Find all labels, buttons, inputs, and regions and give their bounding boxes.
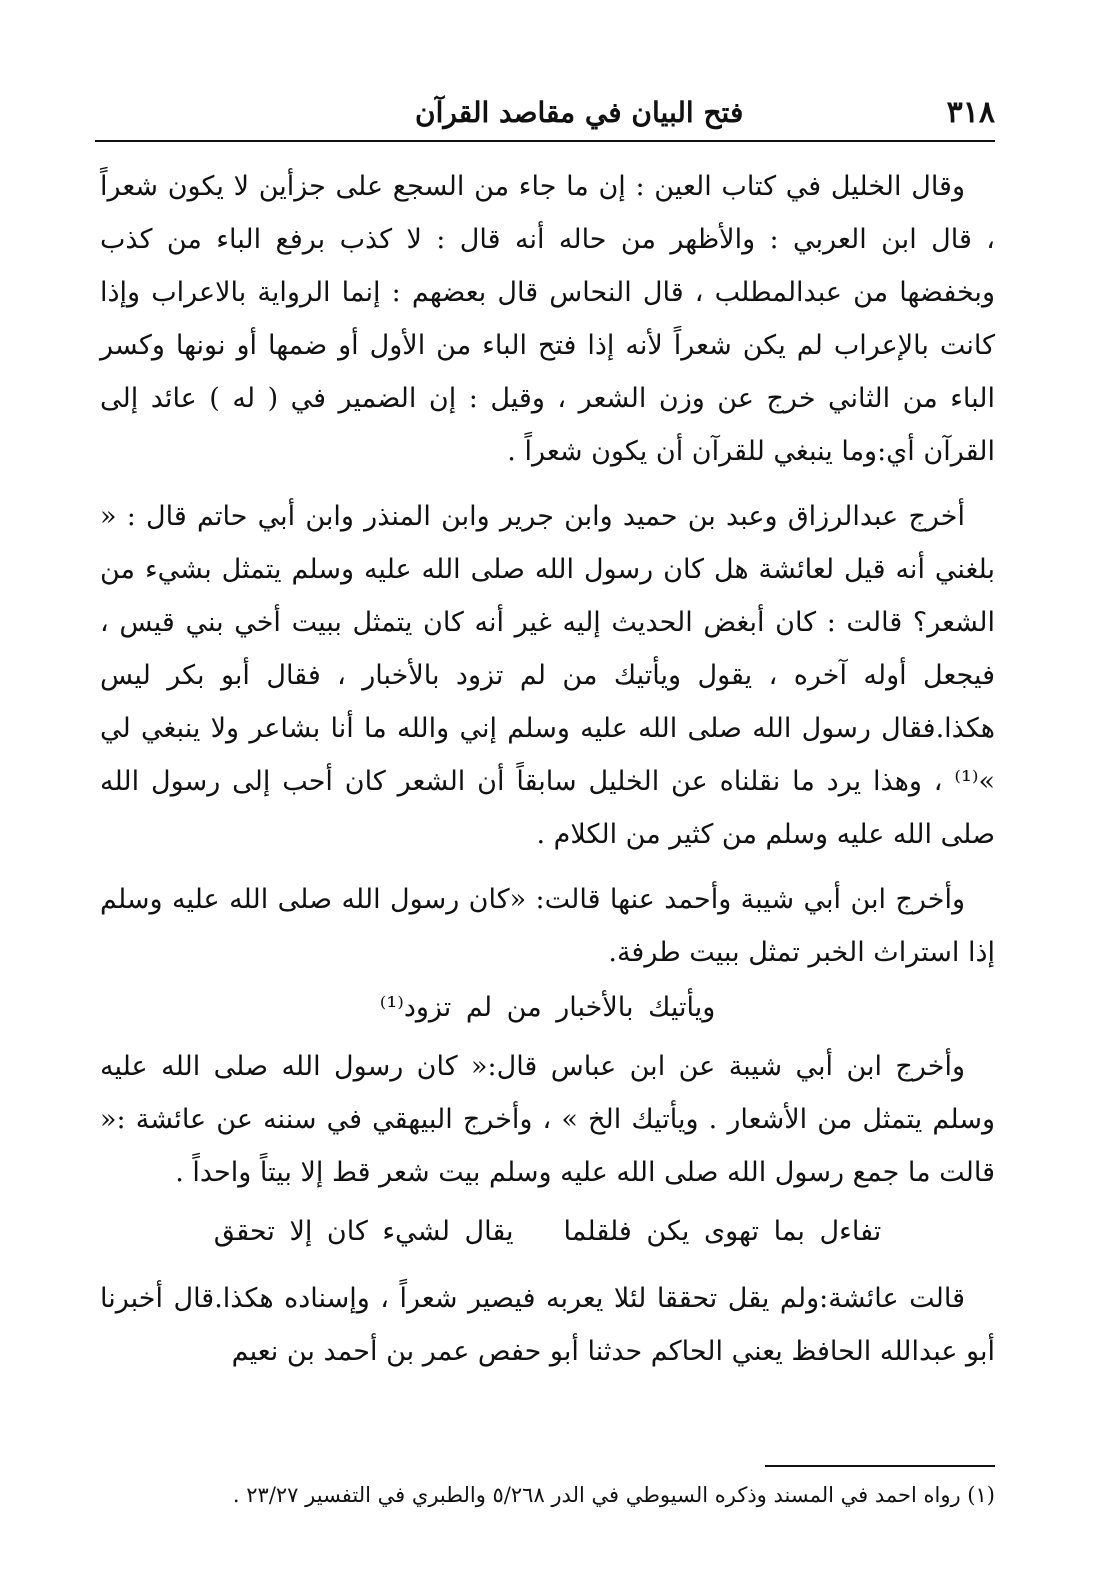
verse-line: ويأتيك بالأخبار من لم تزود⁽¹⁾: [379, 992, 716, 1023]
running-title: فتح البيان في مقاصد القرآن: [415, 95, 744, 129]
paragraph-khalil: وقال الخليل في كتاب العين : إن ما جاء من السجع على جزأين لا يكون شعراً ، قال ابن العربي : والأظهر من حاله أنه قال : لا كذب برفع الباء من كذب وبخفضها من عبدالمطلب ، قال النحاس قال بعضهم : إنما الرواية بالاعراب وإذا كانت بالإعراب لم يكن شعراً لأنه إذا فتح الباء من الأول أو ضمها أو نونها وكسر الباء من الثاني خرج عن وزن الشعر ، وقيل : إن الضمير في ( له ) عائد إلى القرآن أي:وما ينبغي للقرآن أن يكون شعراً .: [100, 171, 995, 467]
footnote: (١) رواه احمد في المسند وذكره السيوطي في الدر ٥/٢٦٨ والطبري في التفسير ٢٣/٢٧ .: [232, 1483, 995, 1507]
paragraph-aisha: قالت عائشة:ولم يقل تحققا لئلا يعربه فيصير شعراً ، وإسناده هكذا.قال أخبرنا أبو عبدالله الحافظ يعني الحاكم حدثنا أبو حفص عمر بن أحمد بن نعيم: [100, 1283, 995, 1367]
paragraph-abdulrazzaq: أخرج عبدالرزاق وعبد بن حميد وابن جرير وابن المنذر وابن أبي حاتم قال : « بلغني أنه قيل لعائشة هل كان رسول الله صلى الله عليه وسلم يتمثل بشيء من الشعر؟ قالت : كان أبغض الحديث إليه غير أنه كان يتمثل ببيت أخي بني قيس ، فيجعل أوله آخره ، يقول ويأتيك من لم تزود بالأخبار ، فقال أبو بكر ليس هكذا.فقال رسول الله صلى الله عليه وسلم إني والله ما أنا بشاعر ولا ينبغي لي »⁽¹⁾ ، وهذا يرد ما نقلناه عن الخليل سابقاً أن الشعر كان أحب إلى رسول الله صلى الله عليه وسلم من كثير من الكلام .: [100, 501, 995, 850]
footnote-separator: [765, 1465, 995, 1467]
page-header: [95, 90, 995, 142]
verse-couplet: [100, 1205, 995, 1258]
verse-tarafah: [100, 981, 995, 1034]
page-number: ٣١٨: [946, 94, 995, 130]
verse-second-hemistich: يقال لشيء كان إلا تحقق: [213, 1216, 514, 1247]
page-body: [100, 160, 995, 1390]
paragraph-ibn-abbas: وأخرج ابن أبي شيبة عن ابن عباس قال:« كان رسول الله صلى الله عليه وسلم يتمثل من الأشعار . ويأتيك الخ » ، وأخرج البيهقي في سننه عن عائشة :« قالت ما جمع رسول الله صلى الله عليه وسلم بيت شعر قط إلا بيتاً واحداً .: [100, 1051, 995, 1188]
verse-first-hemistich: تفاءل بما تهوى يكن فلقلما: [563, 1216, 882, 1247]
paragraph-ibn-abi-shaybah: وأخرج ابن أبي شيبة وأحمد عنها قالت: «كان رسول الله صلى الله عليه وسلم إذا استراث الخبر تمثل ببيت طرفة.: [100, 884, 995, 968]
